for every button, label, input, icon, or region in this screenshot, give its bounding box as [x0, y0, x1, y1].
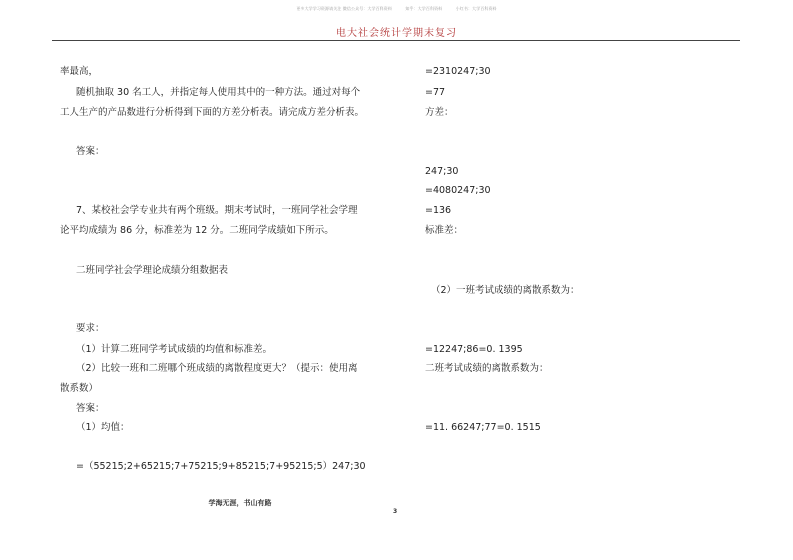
formula-line: 247;30 [425, 166, 459, 177]
formula-line: =12247;86=0. 1395 [425, 344, 523, 355]
requirements-label: 要求： [76, 323, 105, 334]
requirement-item: （1）计算二班同学考试成绩的均值和标准差。 [76, 344, 273, 355]
page-number: 3 [393, 508, 398, 515]
answer-item: （1）均值： [76, 422, 130, 433]
text-line: 随机抽取 30 名工人，并指定每人使用其中的一种方法。通过对每个 [76, 87, 361, 98]
header-meta [0, 6, 793, 12]
section-label: 二班考试成绩的离散系数为： [425, 363, 549, 374]
answer-label: 答案： [76, 146, 105, 157]
header-meta-2: 知乎：大学百科资料 [405, 6, 443, 11]
footer-motto: 学海无涯，书山有路 [208, 499, 272, 507]
formula-line: =4080247;30 [425, 185, 491, 196]
text-line: 率最高， [60, 66, 99, 77]
document-title: 电大社会统计学期末复习 [336, 28, 457, 39]
table-caption: 二班同学社会学理论成绩分组数据表 [76, 265, 229, 276]
requirement-item: 散系数） [60, 383, 99, 394]
section-label: （2）一班考试成绩的离散系数为： [431, 285, 580, 296]
formula-line: =11. 66247;77=0. 1515 [425, 422, 541, 433]
header-meta-3: 小红书：大学百科资料 [455, 6, 497, 11]
formula-line: =136 [425, 205, 452, 216]
header-divider [52, 40, 740, 41]
formula-line: =（55215;2+65215;7+75215;9+85215;7+95215;5）247;30 [76, 461, 366, 472]
answer-label: 答案： [76, 403, 105, 414]
formula-line: =77 [425, 87, 446, 98]
question-text: 论平均成绩为 86 分，标准差为 12 分。二班同学成绩如下所示。 [60, 225, 334, 236]
section-label: 方差： [425, 107, 454, 118]
section-label: 标准差： [425, 225, 464, 236]
requirement-item: （2）比较一班和二班哪个班成绩的离散程度更大？（提示：使用离 [76, 363, 358, 374]
question-text: 7、某校社会学专业共有两个班级。期末考试时，一班同学社会学理 [76, 205, 358, 216]
header-meta-1: 更多大学学习资源请关注 微信公众号：大学百科资料 [296, 6, 392, 11]
text-line: 工人生产的产品数进行分析得到下面的方差分析表。请完成方差分析表。 [60, 107, 365, 118]
formula-line: =2310247;30 [425, 66, 491, 77]
